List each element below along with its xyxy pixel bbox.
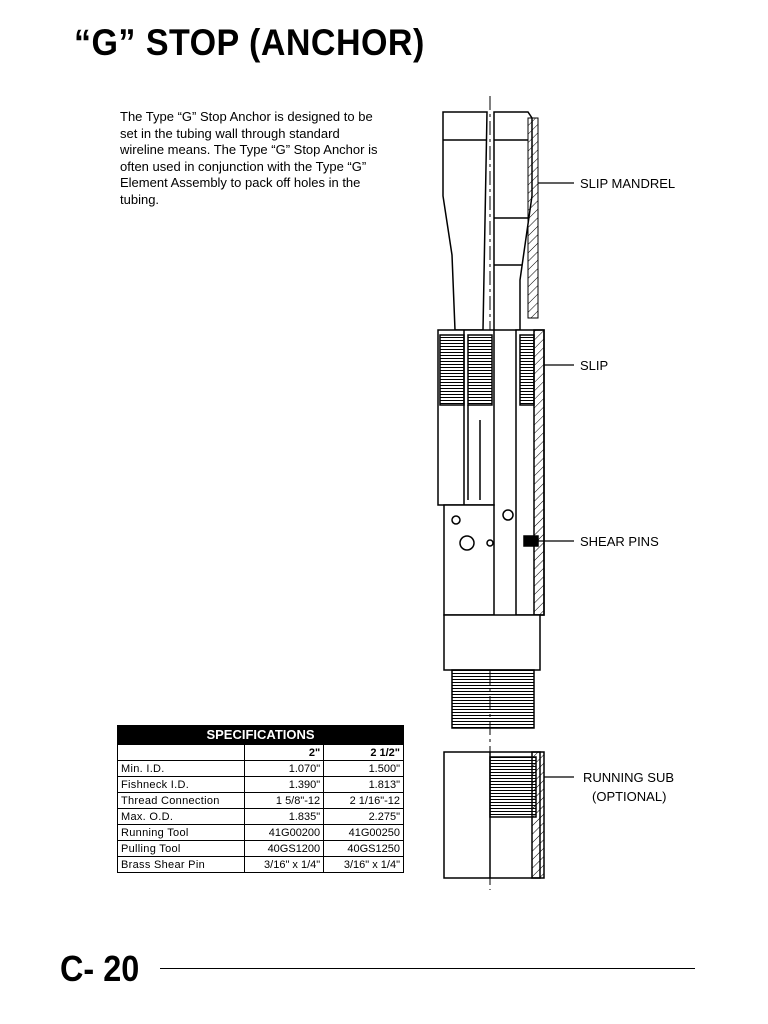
row-value-2in: 3/16" x 1/4" bbox=[245, 857, 324, 873]
table-row bbox=[118, 857, 404, 873]
label-shear-pins: SHEAR PINS bbox=[580, 534, 659, 549]
footer-rule bbox=[160, 968, 695, 969]
specifications-table bbox=[117, 725, 404, 873]
description-text: The Type “G” Stop Anchor is designed to be set in the tubing wall through standard wireline means. The Type “G” Stop Anchor is often used in conjunction with the Type “G” Element Assembly to pack off holes in the tubing. bbox=[120, 109, 378, 207]
size-header-row bbox=[118, 745, 404, 761]
row-value-2-1-2in: 2 1/16"-12 bbox=[324, 793, 404, 809]
shear-pin-hole-4 bbox=[503, 510, 513, 520]
row-value-2-1-2in: 3/16" x 1/4" bbox=[324, 857, 404, 873]
row-value-2in: 41G00200 bbox=[245, 825, 324, 841]
shear-pin-hole-3 bbox=[487, 540, 493, 546]
row-label: Max. O.D. bbox=[118, 809, 245, 825]
specifications-header-row bbox=[118, 726, 404, 745]
table-row bbox=[118, 777, 404, 793]
slip-mandrel-part bbox=[443, 112, 532, 330]
anchor-technical-drawing bbox=[420, 96, 700, 896]
row-label: Running Tool bbox=[118, 825, 245, 841]
row-value-2-1-2in: 2.275" bbox=[324, 809, 404, 825]
label-running-sub-optional: (OPTIONAL) bbox=[592, 789, 667, 804]
size-header-2-1-2in: 2 1/2" bbox=[324, 745, 404, 761]
row-label: Fishneck I.D. bbox=[118, 777, 245, 793]
row-value-2-1-2in: 1.813" bbox=[324, 777, 404, 793]
row-label: Pulling Tool bbox=[118, 841, 245, 857]
table-row bbox=[118, 825, 404, 841]
shear-pin-hole-1 bbox=[452, 516, 460, 524]
row-value-2in: 1.835" bbox=[245, 809, 324, 825]
table-row bbox=[118, 793, 404, 809]
label-running-sub: RUNNING SUB bbox=[583, 770, 675, 785]
row-value-2in: 1 5/8"-12 bbox=[245, 793, 324, 809]
shear-pin-hole-2 bbox=[460, 536, 474, 550]
table-row bbox=[118, 809, 404, 825]
table-row bbox=[118, 841, 404, 857]
row-value-2in: 1.070" bbox=[245, 761, 324, 777]
table-row bbox=[118, 761, 404, 777]
size-header-blank bbox=[118, 745, 245, 761]
row-value-2-1-2in: 1.500" bbox=[324, 761, 404, 777]
row-value-2-1-2in: 40GS1250 bbox=[324, 841, 404, 857]
size-header-2in: 2" bbox=[245, 745, 324, 761]
specifications-title: SPECIFICATIONS bbox=[118, 726, 404, 745]
label-slip-mandrel: SLIP MANDREL bbox=[580, 176, 676, 191]
row-label: Brass Shear Pin bbox=[118, 857, 245, 873]
page-title: “G” STOP (ANCHOR) bbox=[74, 22, 425, 63]
page-number: C- 20 bbox=[60, 948, 140, 989]
row-value-2in: 1.390" bbox=[245, 777, 324, 793]
description bbox=[120, 109, 385, 208]
body-part bbox=[444, 505, 540, 728]
mandrel-wall-hatch bbox=[528, 118, 538, 318]
row-label: Min. I.D. bbox=[118, 761, 245, 777]
row-value-2in: 40GS1200 bbox=[245, 841, 324, 857]
label-slip: SLIP bbox=[580, 358, 609, 373]
running-sub-part bbox=[444, 752, 544, 878]
row-value-2-1-2in: 41G00250 bbox=[324, 825, 404, 841]
row-label: Thread Connection bbox=[118, 793, 245, 809]
